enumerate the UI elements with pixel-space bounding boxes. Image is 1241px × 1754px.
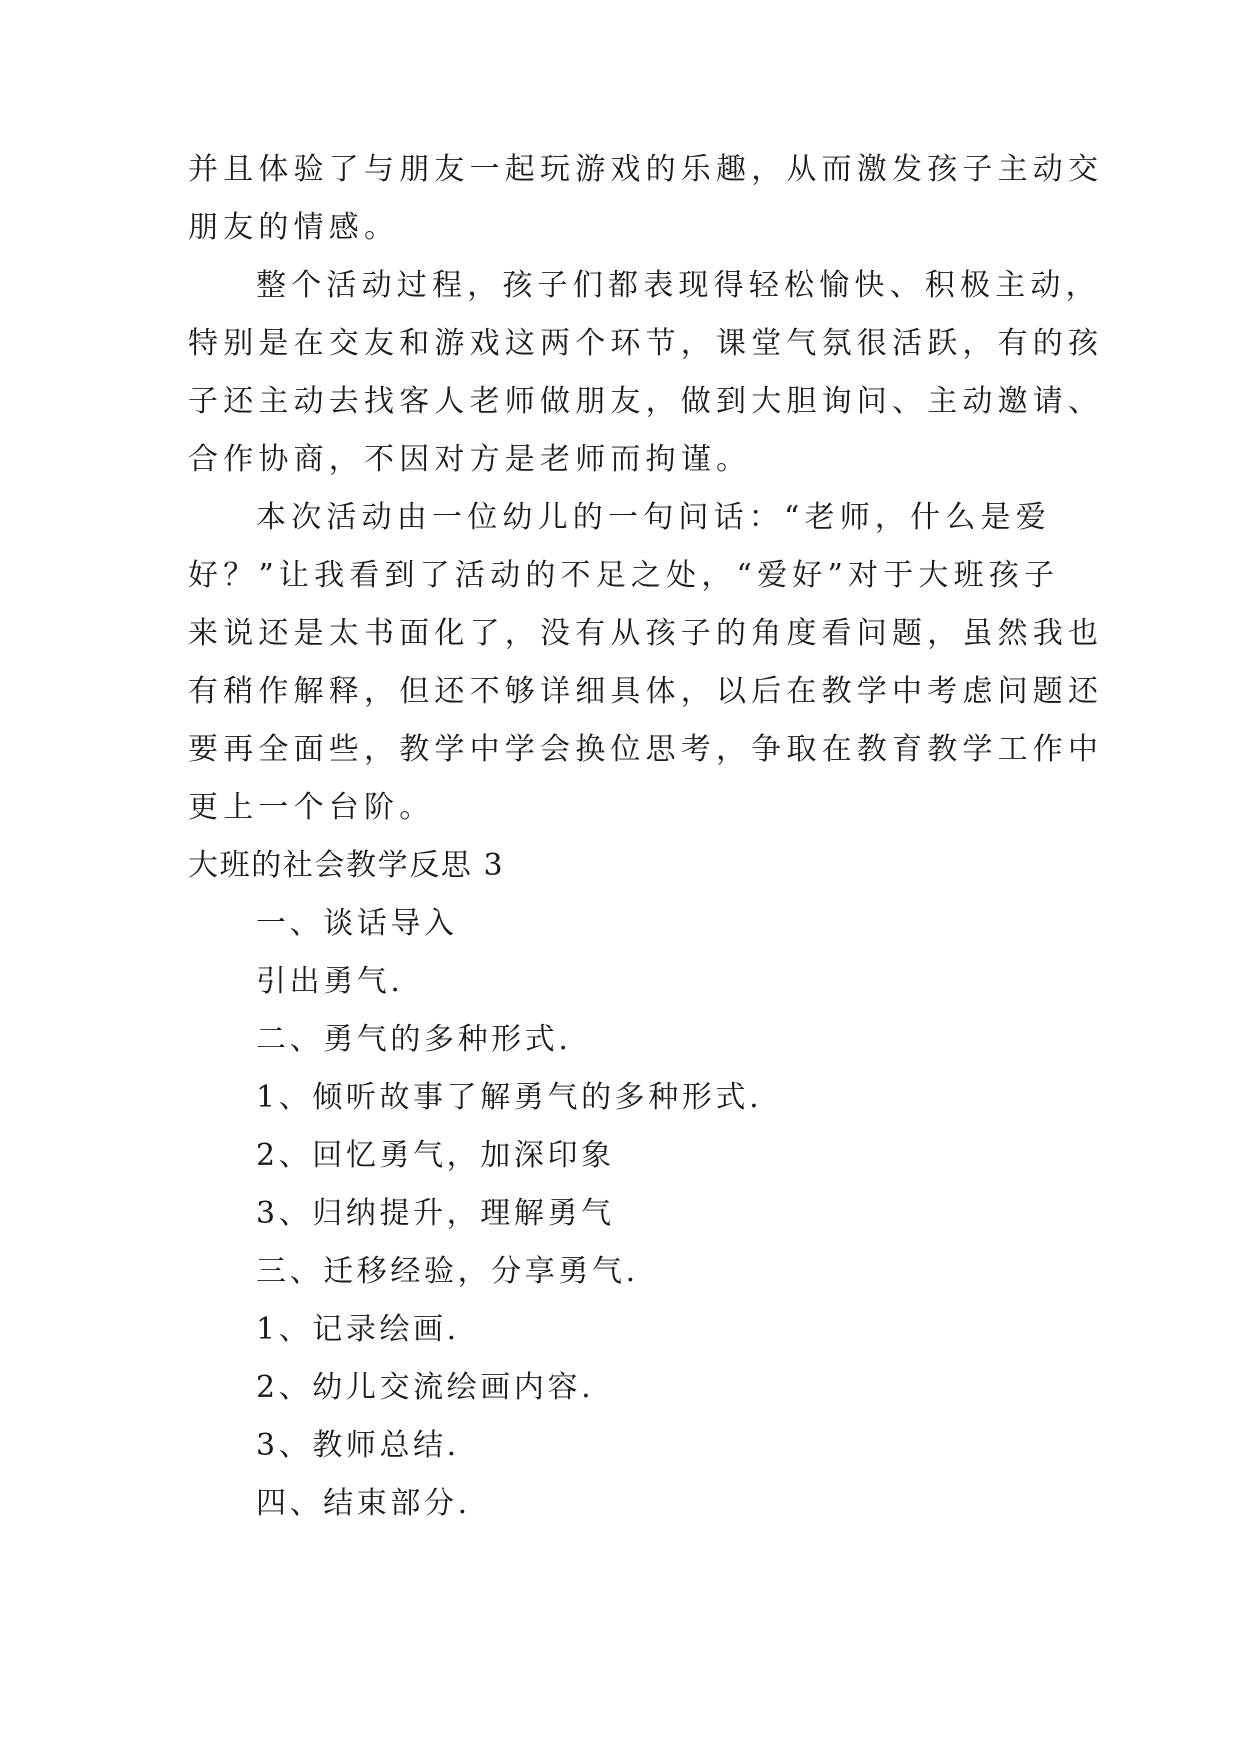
outline-item: 3、教师总结. [256,1428,460,1463]
paragraph-line: 朋友的情感。 [188,210,400,245]
paragraph-line: 特别是在交友和游戏这两个环节，课堂气氛很活跃，有的孩 [188,326,1104,361]
paragraph-line: 来说还是太书面化了，没有从孩子的角度看问题，虽然我也 [188,616,1104,651]
paragraph-line: 更上一个台阶。 [188,790,435,825]
section-title: 大班的社会教学反思 3 [188,848,505,883]
outline-item: 1、倾听故事了解勇气的多种形式. [256,1080,763,1115]
outline-item: 引出勇气. [256,964,404,999]
outline-item: 二、勇气的多种形式. [256,1022,572,1057]
outline-item: 三、迁移经验，分享勇气. [256,1254,639,1289]
outline-item: 四、结束部分. [256,1486,471,1521]
paragraph-line: 子还主动去找客人老师做朋友，做到大胆询问、主动邀请、 [188,384,1104,419]
outline-item: 2、回忆勇气，加深印象 [256,1138,615,1173]
outline-item: 1、记录绘画. [256,1312,460,1347]
paragraph-line: 好？”让我看到了活动的不足之处，“爱好”对于大班孩子 [188,558,1060,593]
outline-item: 一、谈话导入 [256,906,458,941]
paragraph-line: 本次活动由一位幼儿的一句问话：“老师，什么是爱 [256,500,1051,535]
outline-item: 2、幼儿交流绘画内容. [256,1370,595,1405]
paragraph-line: 合作协商，不因对方是老师而拘谨。 [188,442,752,477]
outline-item: 3、归纳提升，理解勇气 [256,1196,615,1231]
paragraph-line: 整个活动过程，孩子们都表现得轻松愉快、积极主动， [256,268,1101,303]
paragraph-line: 有稍作解释，但还不够详细具体，以后在教学中考虑问题还 [188,674,1104,709]
paragraph-line: 并且体验了与朋友一起玩游戏的乐趣，从而激发孩子主动交 [188,152,1104,187]
paragraph-line: 要再全面些，教学中学会换位思考，争取在教育教学工作中 [188,732,1104,767]
